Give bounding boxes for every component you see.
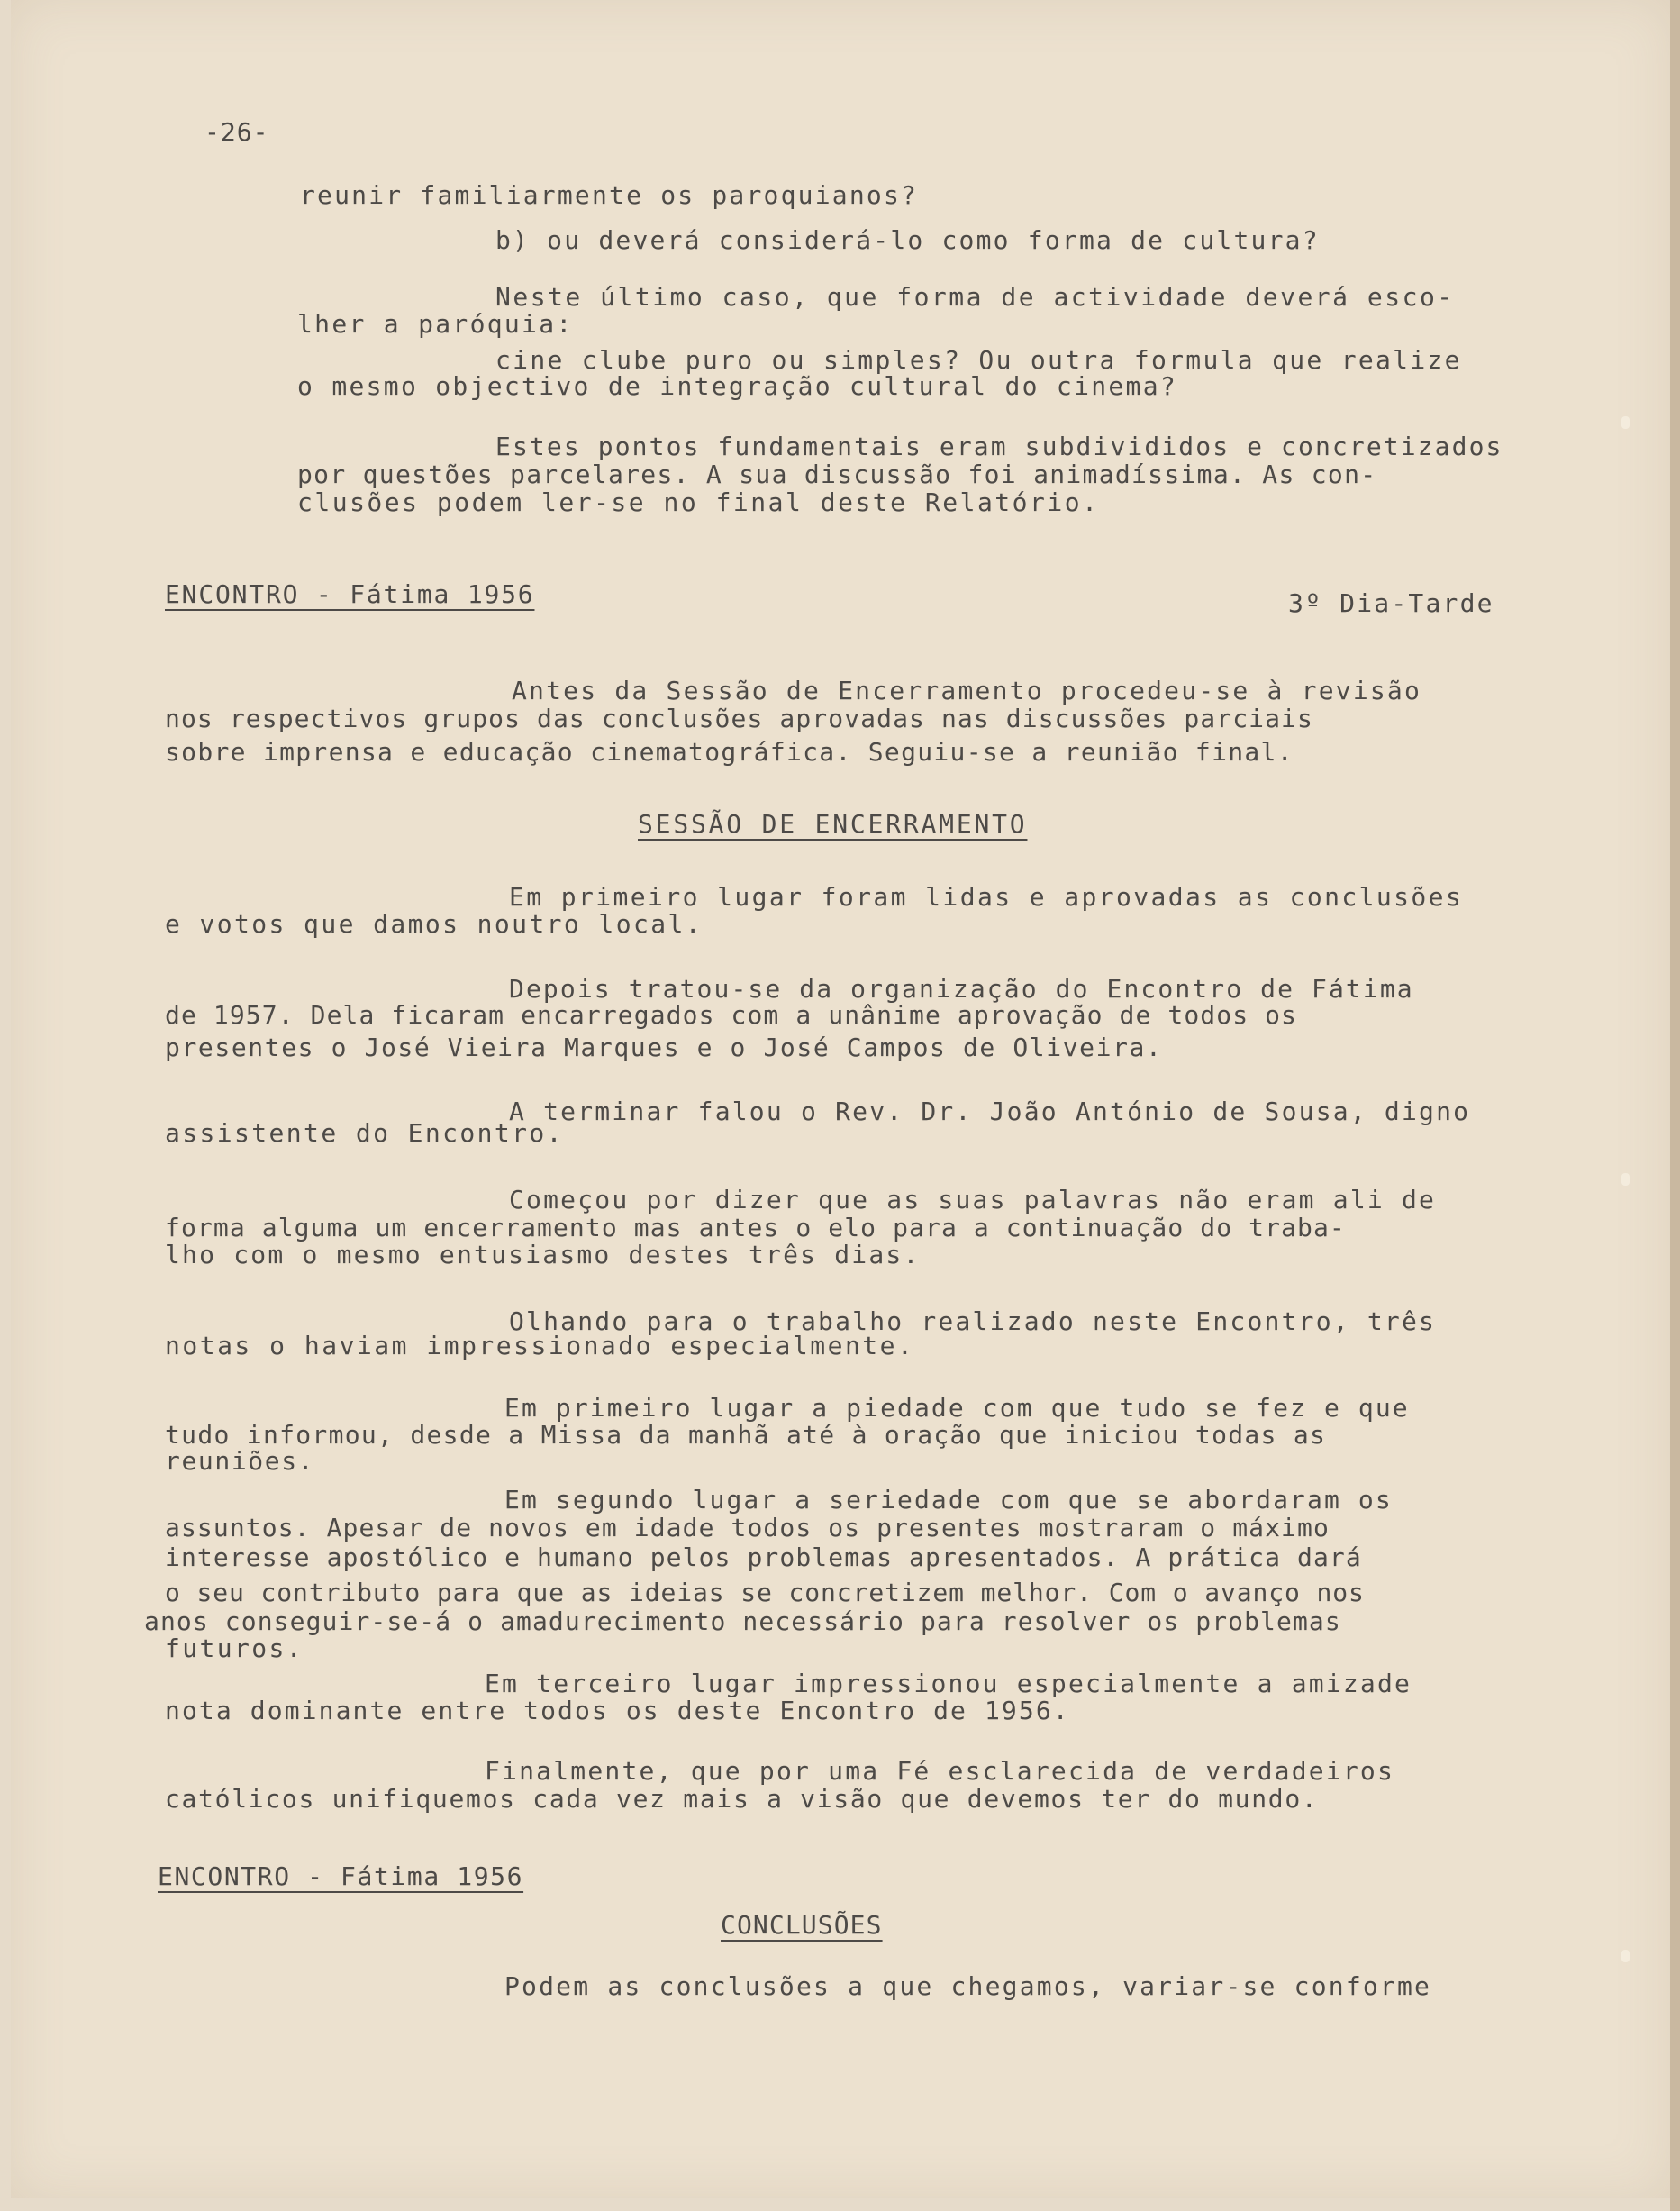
text-line: futuros. bbox=[165, 1633, 304, 1663]
text-line: Em primeiro lugar a piedade com que tudo se fez e que bbox=[504, 1393, 1410, 1423]
text-line: reuniões. bbox=[165, 1446, 315, 1476]
text-line: assistente do Encontro. bbox=[165, 1118, 564, 1148]
punch-hole bbox=[1621, 416, 1630, 429]
text-line: presentes o José Vieira Marques e o José Campos de Oliveira. bbox=[165, 1033, 1163, 1062]
text-line: A terminar falou o Rev. Dr. João António de Sousa, digno bbox=[509, 1096, 1471, 1126]
section-header: ENCONTRO - Fátima 1956 bbox=[165, 579, 535, 609]
text-line: Antes da Sessão de Encerramento procedeu-se à revisão bbox=[512, 676, 1422, 705]
section-header: ENCONTRO - Fátima 1956 bbox=[158, 1861, 524, 1891]
text-line: católicos unifiquemos cada vez mais a visão que devemos ter do mundo. bbox=[165, 1784, 1319, 1814]
text-line: Depois tratou-se da organização do Encontro de Fátima bbox=[509, 974, 1414, 1004]
text-line: e votos que damos noutro local. bbox=[165, 909, 703, 939]
text-line: anos conseguir-se-á o amadurecimento necessário para resolver os problemas bbox=[144, 1606, 1341, 1636]
text-line: cine clube puro ou simples? Ou outra formula que realize bbox=[495, 345, 1462, 375]
text-line: o seu contributo para que as ideias se concretizem melhor. Com o avanço nos bbox=[165, 1578, 1365, 1607]
page-number: -26- bbox=[204, 117, 269, 147]
text-line: forma alguma um encerramento mas antes o elo para a continuação do traba- bbox=[165, 1213, 1346, 1242]
text-line: reunir familiarmente os paroquianos? bbox=[300, 180, 919, 210]
text-line: sobre imprensa e educação cinematográfica. Seguiu-se a reunião final. bbox=[165, 737, 1294, 767]
text-line: b) ou deverá considerá-lo como forma de cultura? bbox=[495, 225, 1320, 255]
text-line: por questões parcelares. A sua discussão foi animadíssima. As con- bbox=[297, 459, 1377, 489]
text-line: nos respectivos grupos das conclusões aprovadas nas discussões parciais bbox=[165, 704, 1313, 733]
conclusions-title: CONCLUSÕES bbox=[721, 1910, 883, 1940]
text-line: Olhando para o trabalho realizado neste Encontro, três bbox=[509, 1306, 1437, 1336]
text-line: Em primeiro lugar foram lidas e aprovadas as conclusões bbox=[509, 882, 1464, 912]
text-line: de 1957. Dela ficaram encarregados com a unânime aprovação de todos os bbox=[165, 1000, 1298, 1030]
punch-hole bbox=[1621, 1950, 1630, 1962]
text-line: lho com o mesmo entusiasmo destes três dias. bbox=[165, 1240, 921, 1269]
text-line: Neste último caso, que forma de actividade deverá esco- bbox=[495, 282, 1455, 312]
text-line: nota dominante entre todos os deste Encontro de 1956. bbox=[165, 1696, 1070, 1725]
text-line: Estes pontos fundamentais eram subdivididos e concretizados bbox=[495, 432, 1503, 461]
paper-edge bbox=[1670, 0, 1680, 2211]
text-line: Em terceiro lugar impressionou especialmente a amizade bbox=[485, 1669, 1412, 1698]
text-line: assuntos. Apesar de novos em idade todos os presentes mostraram o máximo bbox=[165, 1513, 1330, 1542]
punch-hole bbox=[1621, 1173, 1630, 1186]
section-title: SESSÃO DE ENCERRAMENTO bbox=[638, 809, 1028, 839]
text-line: lher a paróquia: bbox=[297, 309, 574, 339]
text-line: Finalmente, que por uma Fé esclarecida de verdadeiros bbox=[485, 1756, 1395, 1786]
text-line: Começou por dizer que as suas palavras não eram ali de bbox=[509, 1185, 1437, 1215]
day-label: 3º Dia-Tarde bbox=[1288, 588, 1494, 618]
text-line: clusões podem ler-se no final deste Relatório. bbox=[297, 487, 1100, 517]
text-line: tudo informou, desde a Missa da manhã até à oração que iniciou todas as bbox=[165, 1420, 1327, 1450]
text-line: notas o haviam impressionado especialmente. bbox=[165, 1331, 915, 1360]
text-line: Podem as conclusões a que chegamos, variar-se conforme bbox=[504, 1971, 1432, 2001]
text-line: Em segundo lugar a seriedade com que se abordaram os bbox=[504, 1485, 1393, 1515]
text-line: interesse apostólico e humano pelos problemas apresentados. A prática dará bbox=[165, 1542, 1362, 1572]
text-line: o mesmo objectivo de integração cultural do cinema? bbox=[297, 371, 1178, 401]
